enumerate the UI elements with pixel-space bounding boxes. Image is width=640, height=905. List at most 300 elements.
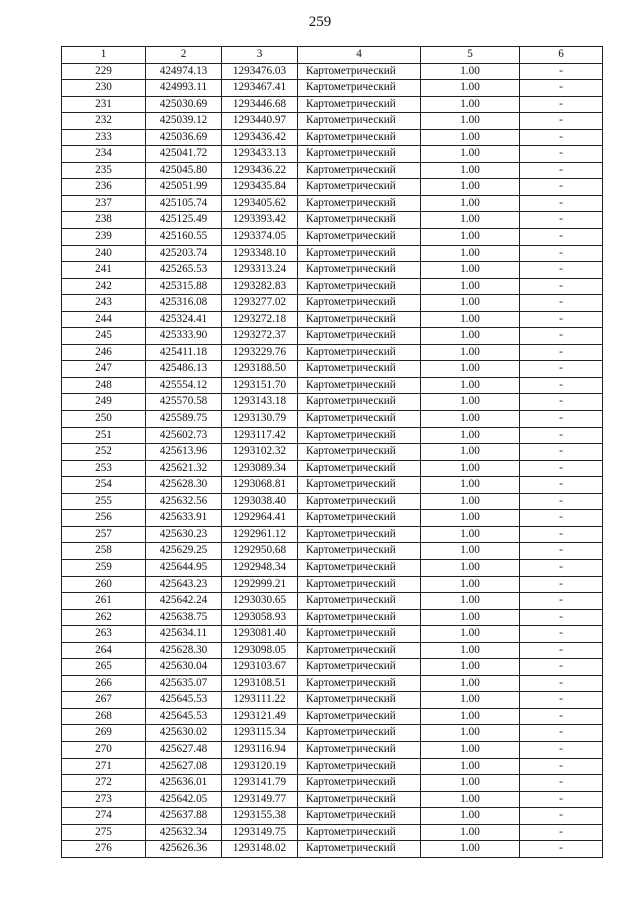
table-row [62, 477, 603, 494]
accuracy-cell: 1.00 [421, 63, 520, 80]
method-cell: Картометрический [298, 361, 421, 378]
note-cell: - [520, 344, 603, 361]
table-row [62, 162, 603, 179]
y-coordinate-cell: 1293115.34 [222, 725, 298, 742]
note-cell: - [520, 179, 603, 196]
point-number-cell: 250 [62, 411, 146, 428]
accuracy-cell: 1.00 [421, 543, 520, 560]
note-cell: - [520, 559, 603, 576]
note-cell: - [520, 642, 603, 659]
table-row [62, 427, 603, 444]
y-coordinate-cell: 1293149.77 [222, 791, 298, 808]
method-cell: Картометрический [298, 394, 421, 411]
point-number-cell: 265 [62, 659, 146, 676]
note-cell: - [520, 212, 603, 229]
point-number-cell: 263 [62, 626, 146, 643]
accuracy-cell: 1.00 [421, 609, 520, 626]
x-coordinate-cell: 425633.91 [146, 510, 222, 527]
accuracy-cell: 1.00 [421, 179, 520, 196]
point-number-cell: 266 [62, 675, 146, 692]
accuracy-cell: 1.00 [421, 841, 520, 858]
accuracy-cell: 1.00 [421, 162, 520, 179]
point-number-cell: 264 [62, 642, 146, 659]
coordinates-table [61, 46, 603, 858]
note-cell: - [520, 229, 603, 246]
accuracy-cell: 1.00 [421, 593, 520, 610]
accuracy-cell: 1.00 [421, 460, 520, 477]
point-number-cell: 244 [62, 311, 146, 328]
x-coordinate-cell: 425630.23 [146, 526, 222, 543]
accuracy-cell: 1.00 [421, 295, 520, 312]
y-coordinate-cell: 1292999.21 [222, 576, 298, 593]
accuracy-cell: 1.00 [421, 510, 520, 527]
method-cell: Картометрический [298, 642, 421, 659]
x-coordinate-cell: 425265.53 [146, 262, 222, 279]
y-coordinate-cell: 1293068.81 [222, 477, 298, 494]
accuracy-cell: 1.00 [421, 559, 520, 576]
y-coordinate-cell: 1293108.51 [222, 675, 298, 692]
y-coordinate-cell: 1293116.94 [222, 741, 298, 758]
y-coordinate-cell: 1293081.40 [222, 626, 298, 643]
accuracy-cell: 1.00 [421, 113, 520, 130]
note-cell: - [520, 245, 603, 262]
method-cell: Картометрический [298, 708, 421, 725]
method-cell: Картометрический [298, 824, 421, 841]
header-cell-4: 4 [298, 47, 421, 64]
point-number-cell: 268 [62, 708, 146, 725]
table-row [62, 824, 603, 841]
method-cell: Картометрический [298, 526, 421, 543]
point-number-cell: 275 [62, 824, 146, 841]
point-number-cell: 257 [62, 526, 146, 543]
table-header [62, 47, 603, 64]
accuracy-cell: 1.00 [421, 394, 520, 411]
table-row [62, 113, 603, 130]
point-number-cell: 232 [62, 113, 146, 130]
y-coordinate-cell: 1293151.70 [222, 377, 298, 394]
accuracy-cell: 1.00 [421, 576, 520, 593]
table-row [62, 576, 603, 593]
note-cell: - [520, 659, 603, 676]
accuracy-cell: 1.00 [421, 328, 520, 345]
note-cell: - [520, 80, 603, 97]
note-cell: - [520, 593, 603, 610]
note-cell: - [520, 824, 603, 841]
x-coordinate-cell: 425643.23 [146, 576, 222, 593]
x-coordinate-cell: 425039.12 [146, 113, 222, 130]
x-coordinate-cell: 425634.11 [146, 626, 222, 643]
y-coordinate-cell: 1293277.02 [222, 295, 298, 312]
y-coordinate-cell: 1292961.12 [222, 526, 298, 543]
point-number-cell: 269 [62, 725, 146, 742]
table-row [62, 63, 603, 80]
table-row [62, 725, 603, 742]
table-row [62, 675, 603, 692]
x-coordinate-cell: 425645.53 [146, 708, 222, 725]
method-cell: Картометрический [298, 411, 421, 428]
x-coordinate-cell: 425554.12 [146, 377, 222, 394]
table-row [62, 741, 603, 758]
point-number-cell: 237 [62, 195, 146, 212]
point-number-cell: 267 [62, 692, 146, 709]
accuracy-cell: 1.00 [421, 659, 520, 676]
note-cell: - [520, 444, 603, 461]
accuracy-cell: 1.00 [421, 278, 520, 295]
x-coordinate-cell: 425632.34 [146, 824, 222, 841]
accuracy-cell: 1.00 [421, 708, 520, 725]
note-cell: - [520, 278, 603, 295]
note-cell: - [520, 311, 603, 328]
method-cell: Картометрический [298, 791, 421, 808]
method-cell: Картометрический [298, 113, 421, 130]
table-row [62, 262, 603, 279]
table-row [62, 775, 603, 792]
y-coordinate-cell: 1293436.22 [222, 162, 298, 179]
table-body [62, 63, 603, 857]
x-coordinate-cell: 425626.36 [146, 841, 222, 858]
x-coordinate-cell: 425627.08 [146, 758, 222, 775]
point-number-cell: 271 [62, 758, 146, 775]
y-coordinate-cell: 1293058.93 [222, 609, 298, 626]
table-row [62, 278, 603, 295]
y-coordinate-cell: 1293155.38 [222, 808, 298, 825]
x-coordinate-cell: 424974.13 [146, 63, 222, 80]
note-cell: - [520, 526, 603, 543]
x-coordinate-cell: 425589.75 [146, 411, 222, 428]
table-row [62, 708, 603, 725]
accuracy-cell: 1.00 [421, 311, 520, 328]
accuracy-cell: 1.00 [421, 195, 520, 212]
table-row [62, 129, 603, 146]
method-cell: Картометрический [298, 295, 421, 312]
x-coordinate-cell: 425324.41 [146, 311, 222, 328]
table-row [62, 460, 603, 477]
accuracy-cell: 1.00 [421, 642, 520, 659]
note-cell: - [520, 775, 603, 792]
method-cell: Картометрический [298, 195, 421, 212]
point-number-cell: 233 [62, 129, 146, 146]
y-coordinate-cell: 1293446.68 [222, 96, 298, 113]
y-coordinate-cell: 1293435.84 [222, 179, 298, 196]
table-row [62, 377, 603, 394]
x-coordinate-cell: 425630.04 [146, 659, 222, 676]
table-row [62, 328, 603, 345]
note-cell: - [520, 96, 603, 113]
table-row [62, 361, 603, 378]
table-row [62, 80, 603, 97]
y-coordinate-cell: 1293143.18 [222, 394, 298, 411]
method-cell: Картометрический [298, 344, 421, 361]
table-row [62, 411, 603, 428]
y-coordinate-cell: 1293188.50 [222, 361, 298, 378]
accuracy-cell: 1.00 [421, 245, 520, 262]
method-cell: Картометрический [298, 311, 421, 328]
x-coordinate-cell: 425125.49 [146, 212, 222, 229]
accuracy-cell: 1.00 [421, 427, 520, 444]
x-coordinate-cell: 425041.72 [146, 146, 222, 163]
point-number-cell: 252 [62, 444, 146, 461]
method-cell: Картометрический [298, 675, 421, 692]
y-coordinate-cell: 1293121.49 [222, 708, 298, 725]
note-cell: - [520, 841, 603, 858]
point-number-cell: 245 [62, 328, 146, 345]
y-coordinate-cell: 1293141.79 [222, 775, 298, 792]
method-cell: Картометрический [298, 477, 421, 494]
method-cell: Картометрический [298, 725, 421, 742]
method-cell: Картометрический [298, 741, 421, 758]
y-coordinate-cell: 1293476.03 [222, 63, 298, 80]
point-number-cell: 270 [62, 741, 146, 758]
table-row [62, 758, 603, 775]
method-cell: Картометрический [298, 626, 421, 643]
y-coordinate-cell: 1293103.67 [222, 659, 298, 676]
accuracy-cell: 1.00 [421, 80, 520, 97]
table-row [62, 510, 603, 527]
header-cell-5: 5 [421, 47, 520, 64]
y-coordinate-cell: 1293313.24 [222, 262, 298, 279]
page-number: 259 [308, 14, 332, 30]
x-coordinate-cell: 425570.58 [146, 394, 222, 411]
header-cell-1: 1 [62, 47, 146, 64]
accuracy-cell: 1.00 [421, 692, 520, 709]
table-row [62, 526, 603, 543]
y-coordinate-cell: 1293467.41 [222, 80, 298, 97]
table-row [62, 493, 603, 510]
point-number-cell: 258 [62, 543, 146, 560]
accuracy-cell: 1.00 [421, 229, 520, 246]
note-cell: - [520, 129, 603, 146]
x-coordinate-cell: 425645.53 [146, 692, 222, 709]
table-row [62, 692, 603, 709]
method-cell: Картометрический [298, 559, 421, 576]
note-cell: - [520, 725, 603, 742]
point-number-cell: 255 [62, 493, 146, 510]
y-coordinate-cell: 1293098.05 [222, 642, 298, 659]
x-coordinate-cell: 425315.88 [146, 278, 222, 295]
method-cell: Картометрический [298, 609, 421, 626]
y-coordinate-cell: 1293440.97 [222, 113, 298, 130]
y-coordinate-cell: 1293111.22 [222, 692, 298, 709]
point-number-cell: 243 [62, 295, 146, 312]
header-cell-2: 2 [146, 47, 222, 64]
y-coordinate-cell: 1292964.41 [222, 510, 298, 527]
method-cell: Картометрический [298, 576, 421, 593]
point-number-cell: 273 [62, 791, 146, 808]
accuracy-cell: 1.00 [421, 146, 520, 163]
accuracy-cell: 1.00 [421, 262, 520, 279]
point-number-cell: 256 [62, 510, 146, 527]
point-number-cell: 248 [62, 377, 146, 394]
point-number-cell: 262 [62, 609, 146, 626]
method-cell: Картометрический [298, 179, 421, 196]
x-coordinate-cell: 425203.74 [146, 245, 222, 262]
point-number-cell: 272 [62, 775, 146, 792]
method-cell: Картометрический [298, 212, 421, 229]
note-cell: - [520, 394, 603, 411]
method-cell: Картометрический [298, 510, 421, 527]
y-coordinate-cell: 1293038.40 [222, 493, 298, 510]
note-cell: - [520, 411, 603, 428]
header-row [62, 47, 603, 64]
method-cell: Картометрический [298, 377, 421, 394]
x-coordinate-cell: 425644.95 [146, 559, 222, 576]
point-number-cell: 229 [62, 63, 146, 80]
table-row [62, 659, 603, 676]
note-cell: - [520, 791, 603, 808]
y-coordinate-cell: 1292948.34 [222, 559, 298, 576]
note-cell: - [520, 63, 603, 80]
y-coordinate-cell: 1293102.32 [222, 444, 298, 461]
note-cell: - [520, 262, 603, 279]
accuracy-cell: 1.00 [421, 411, 520, 428]
note-cell: - [520, 113, 603, 130]
note-cell: - [520, 162, 603, 179]
x-coordinate-cell: 425627.48 [146, 741, 222, 758]
y-coordinate-cell: 1293433.13 [222, 146, 298, 163]
note-cell: - [520, 543, 603, 560]
accuracy-cell: 1.00 [421, 675, 520, 692]
table-row [62, 229, 603, 246]
note-cell: - [520, 146, 603, 163]
x-coordinate-cell: 425411.18 [146, 344, 222, 361]
table-row [62, 96, 603, 113]
method-cell: Картометрический [298, 80, 421, 97]
x-coordinate-cell: 425630.02 [146, 725, 222, 742]
x-coordinate-cell: 425637.88 [146, 808, 222, 825]
method-cell: Картометрический [298, 129, 421, 146]
point-number-cell: 230 [62, 80, 146, 97]
point-number-cell: 235 [62, 162, 146, 179]
y-coordinate-cell: 1293229.76 [222, 344, 298, 361]
y-coordinate-cell: 1293348.10 [222, 245, 298, 262]
y-coordinate-cell: 1293374.05 [222, 229, 298, 246]
table-row [62, 311, 603, 328]
method-cell: Картометрический [298, 775, 421, 792]
y-coordinate-cell: 1293130.79 [222, 411, 298, 428]
accuracy-cell: 1.00 [421, 758, 520, 775]
table-row [62, 212, 603, 229]
method-cell: Картометрический [298, 593, 421, 610]
table-row [62, 626, 603, 643]
table-row [62, 559, 603, 576]
point-number-cell: 236 [62, 179, 146, 196]
accuracy-cell: 1.00 [421, 129, 520, 146]
method-cell: Картометрический [298, 692, 421, 709]
method-cell: Картометрический [298, 493, 421, 510]
table-row [62, 195, 603, 212]
accuracy-cell: 1.00 [421, 741, 520, 758]
accuracy-cell: 1.00 [421, 725, 520, 742]
accuracy-cell: 1.00 [421, 212, 520, 229]
method-cell: Картометрический [298, 278, 421, 295]
note-cell: - [520, 708, 603, 725]
note-cell: - [520, 377, 603, 394]
x-coordinate-cell: 425333.90 [146, 328, 222, 345]
table-row [62, 543, 603, 560]
table-row [62, 593, 603, 610]
note-cell: - [520, 361, 603, 378]
x-coordinate-cell: 425632.56 [146, 493, 222, 510]
method-cell: Картометрический [298, 460, 421, 477]
point-number-cell: 240 [62, 245, 146, 262]
x-coordinate-cell: 425316.08 [146, 295, 222, 312]
note-cell: - [520, 741, 603, 758]
note-cell: - [520, 626, 603, 643]
method-cell: Картометрический [298, 758, 421, 775]
y-coordinate-cell: 1293089.34 [222, 460, 298, 477]
accuracy-cell: 1.00 [421, 791, 520, 808]
method-cell: Картометрический [298, 63, 421, 80]
accuracy-cell: 1.00 [421, 361, 520, 378]
note-cell: - [520, 477, 603, 494]
x-coordinate-cell: 425635.07 [146, 675, 222, 692]
y-coordinate-cell: 1293393.42 [222, 212, 298, 229]
y-coordinate-cell: 1293272.18 [222, 311, 298, 328]
x-coordinate-cell: 425629.25 [146, 543, 222, 560]
table-row [62, 295, 603, 312]
point-number-cell: 276 [62, 841, 146, 858]
point-number-cell: 274 [62, 808, 146, 825]
point-number-cell: 239 [62, 229, 146, 246]
y-coordinate-cell: 1293272.37 [222, 328, 298, 345]
y-coordinate-cell: 1292950.68 [222, 543, 298, 560]
table-row [62, 146, 603, 163]
x-coordinate-cell: 425486.13 [146, 361, 222, 378]
x-coordinate-cell: 425642.05 [146, 791, 222, 808]
point-number-cell: 249 [62, 394, 146, 411]
x-coordinate-cell: 425036.69 [146, 129, 222, 146]
x-coordinate-cell: 425051.99 [146, 179, 222, 196]
point-number-cell: 246 [62, 344, 146, 361]
x-coordinate-cell: 425602.73 [146, 427, 222, 444]
x-coordinate-cell: 425636.01 [146, 775, 222, 792]
x-coordinate-cell: 425030.69 [146, 96, 222, 113]
note-cell: - [520, 510, 603, 527]
point-number-cell: 242 [62, 278, 146, 295]
table-row [62, 245, 603, 262]
point-number-cell: 251 [62, 427, 146, 444]
table-row [62, 808, 603, 825]
x-coordinate-cell: 425628.30 [146, 642, 222, 659]
accuracy-cell: 1.00 [421, 444, 520, 461]
accuracy-cell: 1.00 [421, 526, 520, 543]
table-row [62, 609, 603, 626]
accuracy-cell: 1.00 [421, 344, 520, 361]
accuracy-cell: 1.00 [421, 808, 520, 825]
method-cell: Картометрический [298, 841, 421, 858]
y-coordinate-cell: 1293117.42 [222, 427, 298, 444]
point-number-cell: 253 [62, 460, 146, 477]
note-cell: - [520, 195, 603, 212]
x-coordinate-cell: 425045.80 [146, 162, 222, 179]
table-row [62, 642, 603, 659]
header-cell-3: 3 [222, 47, 298, 64]
table-row [62, 394, 603, 411]
x-coordinate-cell: 425621.32 [146, 460, 222, 477]
note-cell: - [520, 758, 603, 775]
y-coordinate-cell: 1293120.19 [222, 758, 298, 775]
point-number-cell: 260 [62, 576, 146, 593]
note-cell: - [520, 692, 603, 709]
note-cell: - [520, 460, 603, 477]
accuracy-cell: 1.00 [421, 824, 520, 841]
table-row [62, 841, 603, 858]
y-coordinate-cell: 1293149.75 [222, 824, 298, 841]
x-coordinate-cell: 425628.30 [146, 477, 222, 494]
method-cell: Картометрический [298, 328, 421, 345]
point-number-cell: 238 [62, 212, 146, 229]
point-number-cell: 247 [62, 361, 146, 378]
